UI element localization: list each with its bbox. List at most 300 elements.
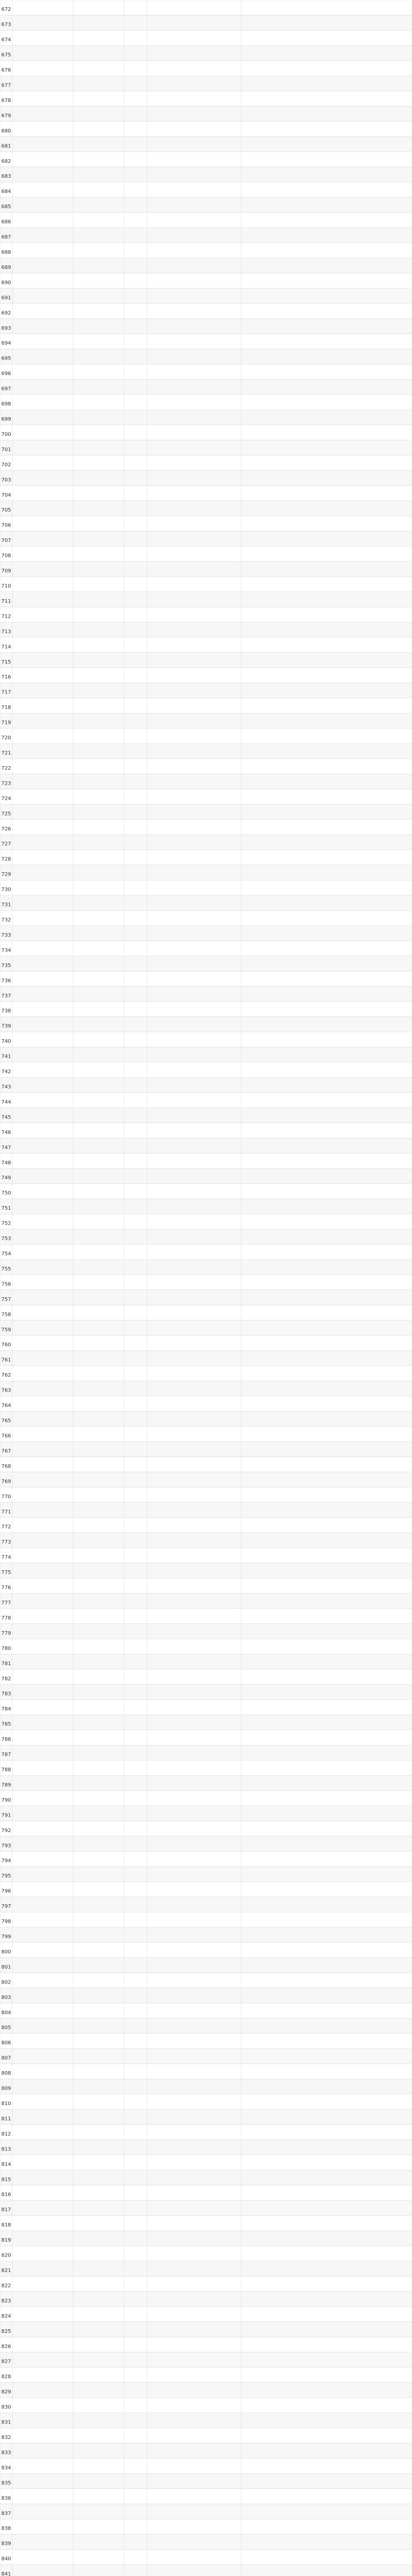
table-row [0,1730,412,1745]
table-row [0,1685,412,1700]
table-row [0,212,412,227]
row-number: 839 [1,2541,11,2547]
table-row [0,1154,412,1168]
table-row [0,1093,412,1108]
row-number: 791 [1,1812,11,1819]
table-row [0,637,412,652]
table-row [0,2307,412,2321]
row-number: 798 [1,1919,11,1925]
table-row [0,1715,412,1730]
table-row [0,865,412,880]
table-row [0,971,412,986]
row-number: 759 [1,1327,11,1333]
table-row [0,774,412,789]
table-row [0,1320,412,1335]
row-number: 777 [1,1600,11,1606]
row-number: 717 [1,689,11,696]
row-number: 819 [1,2238,11,2244]
table-row [0,1305,412,1320]
table-row [0,546,412,561]
row-number: 673 [1,22,11,28]
row-number: 756 [1,1281,11,1287]
row-number: 685 [1,204,11,210]
row-number: 674 [1,37,11,43]
row-number: 675 [1,52,11,58]
row-number: 707 [1,538,11,544]
row-number: 823 [1,2298,11,2304]
table-row [0,622,412,637]
row-number: 738 [1,1008,11,1014]
table-row [0,289,412,303]
table-row [0,1548,412,1563]
table-row [0,1912,412,1927]
table-row [0,895,412,910]
table-row [0,486,412,501]
row-number: 701 [1,447,11,453]
table-row [0,987,412,1002]
table-row [0,2549,412,2564]
row-number: 825 [1,2328,11,2334]
table-row [0,1518,412,1533]
table-row [0,1745,412,1760]
table-row [0,516,412,531]
row-number: 799 [1,1934,11,1940]
table-row [0,167,412,182]
table-row [0,1958,412,1973]
table-row [0,273,412,288]
table-row [0,850,412,865]
row-number: 806 [1,2040,11,2046]
row-number: 688 [1,249,11,256]
row-number: 834 [1,2465,11,2471]
table-row [0,1533,412,1548]
table-row [0,1472,412,1487]
table-row [0,1275,412,1290]
table-row [0,728,412,743]
row-number: 826 [1,2344,11,2350]
row-number: 780 [1,1646,11,1652]
row-number: 737 [1,993,11,999]
table-row [0,713,412,728]
row-number: 779 [1,1630,11,1636]
row-number: 725 [1,811,11,817]
table-row [0,2428,412,2443]
row-number: 822 [1,2283,11,2289]
table-row [0,592,412,607]
row-number: 815 [1,2177,11,2183]
table-row [0,804,412,819]
row-number: 811 [1,2116,11,2122]
row-number: 807 [1,2055,11,2061]
table-row [0,1366,412,1381]
row-number: 716 [1,674,11,681]
table-row [0,2019,412,2033]
row-number: 757 [1,1296,11,1302]
row-number: 712 [1,614,11,620]
table-row [0,334,412,349]
row-number: 832 [1,2435,11,2441]
table-row [0,152,412,167]
row-number: 753 [1,1236,11,1242]
table-row [0,91,412,106]
table-row [0,1108,412,1123]
table-row [0,2033,412,2048]
row-number: 841 [1,2571,11,2576]
table-row [0,1396,412,1411]
row-number: 679 [1,113,11,119]
table-row [0,1594,412,1608]
row-number: 678 [1,97,11,104]
table-row [0,653,412,668]
row-number: 740 [1,1039,11,1045]
row-number: 795 [1,1873,11,1879]
row-number: 805 [1,2025,11,2031]
row-number: 803 [1,1994,11,2001]
table-row [0,470,412,485]
table-row [0,2382,412,2397]
row-number: 800 [1,1949,11,1955]
row-number: 735 [1,962,11,969]
row-number: 786 [1,1737,11,1743]
row-number: 749 [1,1175,11,1181]
row-number: 713 [1,629,11,635]
table-row [0,197,412,212]
table-row [0,30,412,45]
table-row [0,395,412,410]
row-number: 693 [1,325,11,331]
table-row [0,410,412,425]
row-number: 840 [1,2556,11,2562]
row-number: 741 [1,1054,11,1060]
row-number: 785 [1,1721,11,1727]
row-number: 783 [1,1691,11,1697]
table-row [0,440,412,455]
table-row [0,1381,412,1396]
row-number: 722 [1,765,11,771]
row-number: 689 [1,264,11,270]
row-number: 775 [1,1570,11,1576]
row-number: 758 [1,1312,11,1318]
table-row [0,1624,412,1639]
row-number: 794 [1,1858,11,1864]
row-number: 739 [1,1023,11,1029]
table-row [0,2337,412,2352]
row-number: 745 [1,1114,11,1121]
row-number: 715 [1,659,11,665]
table-row [0,1639,412,1654]
row-number: 814 [1,2161,11,2167]
table-row [0,668,412,683]
table-row [0,2125,412,2140]
row-number: 696 [1,371,11,377]
table-row [0,2565,412,2576]
table-row [0,1973,412,1988]
table-row [0,2276,412,2291]
row-number: 812 [1,2131,11,2137]
row-number: 680 [1,128,11,134]
table-row [0,2003,412,2018]
table-row [0,349,412,364]
row-number: 789 [1,1782,11,1788]
table-row [0,1852,412,1867]
table-row [0,2170,412,2185]
table-row [0,1836,412,1851]
row-number: 708 [1,553,11,559]
row-number: 704 [1,492,11,498]
table-row [0,1062,412,1077]
row-number: 770 [1,1494,11,1500]
row-number: 768 [1,1463,11,1469]
table-row [0,1199,412,1214]
row-number: 677 [1,82,11,89]
table-row [0,1760,412,1775]
table-row [0,76,412,91]
row-number: 684 [1,189,11,195]
table-row [0,743,412,758]
table-row [0,1442,412,1456]
row-number: 744 [1,1099,11,1105]
table-row [0,2064,412,2079]
row-number: 705 [1,507,11,514]
table-row [0,1168,412,1183]
table-row [0,531,412,546]
table-row [0,2367,412,2382]
row-number: 736 [1,978,11,984]
table-row [0,2155,412,2170]
table-row [0,2489,412,2504]
row-number: 724 [1,795,11,802]
row-number: 697 [1,386,11,392]
row-number: 828 [1,2374,11,2380]
table-row [0,455,412,470]
table-row [0,2200,412,2215]
table-row [0,956,412,971]
row-number: 772 [1,1524,11,1530]
row-number: 830 [1,2404,11,2411]
row-number: 721 [1,750,11,756]
row-number: 764 [1,1403,11,1409]
row-number: 676 [1,67,11,74]
table-row [0,1244,412,1259]
table-row [0,1791,412,1806]
table-row [0,1927,412,1942]
table-row [0,683,412,698]
row-number: 690 [1,280,11,286]
table-row [0,1700,412,1715]
table-row [0,501,412,516]
table-row [0,1350,412,1365]
table-row [0,1229,412,1244]
row-number: 765 [1,1418,11,1424]
table-row [0,2246,412,2261]
row-number: 796 [1,1888,11,1894]
table-row [0,1032,412,1047]
table-row [0,61,412,76]
row-number: 734 [1,947,11,954]
table-row [0,228,412,243]
table-row [0,1942,412,1957]
row-number: 763 [1,1387,11,1394]
row-number: 804 [1,2010,11,2016]
row-number: 774 [1,1554,11,1561]
row-number: 813 [1,2146,11,2153]
table-row [0,303,412,318]
row-number: 714 [1,644,11,650]
table-row [0,2094,412,2109]
table-row [0,1427,412,1442]
table-row [0,1502,412,1517]
row-number: 817 [1,2207,11,2213]
row-number: 771 [1,1509,11,1515]
row-number: 769 [1,1479,11,1485]
row-number: 682 [1,158,11,164]
row-number: 790 [1,1797,11,1803]
table-row [0,941,412,956]
table-row [0,364,412,379]
row-number: 751 [1,1206,11,1212]
table-row [0,2261,412,2276]
table-row [0,2398,412,2413]
table-row [0,106,412,121]
row-number: 767 [1,1448,11,1454]
row-number: 743 [1,1084,11,1090]
row-number: 766 [1,1433,11,1439]
table-row [0,1183,412,1198]
row-number: 711 [1,598,11,604]
table-row [0,1214,412,1229]
table-row [0,2504,412,2519]
table-row [0,759,412,774]
row-number: 706 [1,522,11,529]
table-row [0,577,412,591]
row-number: 726 [1,826,11,832]
table-row [0,1047,412,1062]
row-number: 750 [1,1190,11,1196]
row-number: 730 [1,887,11,893]
row-number: 703 [1,477,11,483]
table-row [0,2352,412,2367]
table-row [0,258,412,273]
table-row [0,1335,412,1350]
row-number: 681 [1,143,11,149]
row-number: 787 [1,1752,11,1758]
row-number: 816 [1,2192,11,2198]
row-number: 720 [1,735,11,741]
row-number: 809 [1,2086,11,2092]
row-number: 748 [1,1160,11,1166]
table-row [0,1487,412,1502]
table-row [0,122,412,137]
row-number: 723 [1,781,11,787]
row-number: 788 [1,1767,11,1773]
row-number: 700 [1,431,11,437]
table-row [0,1290,412,1305]
table-row [0,2185,412,2200]
table-row [0,1563,412,1578]
row-number: 776 [1,1585,11,1591]
table-row [0,1867,412,1882]
table-row [0,1260,412,1275]
row-number: 732 [1,917,11,923]
row-number: 838 [1,2526,11,2532]
row-number: 837 [1,2511,11,2517]
table-row [0,1608,412,1623]
row-number: 829 [1,2389,11,2395]
table-row [0,379,412,394]
table-row [0,243,412,258]
table-row [0,698,412,713]
row-number: 710 [1,583,11,589]
row-number: 818 [1,2222,11,2228]
table-row [0,1457,412,1472]
row-number: 801 [1,1964,11,1970]
row-number: 728 [1,856,11,862]
table-row [0,1411,412,1426]
table-row [0,1654,412,1669]
row-number: 761 [1,1357,11,1363]
row-number: 836 [1,2495,11,2501]
row-number: 692 [1,310,11,316]
table-row [0,2534,412,2549]
row-number: 760 [1,1342,11,1348]
row-number: 686 [1,219,11,225]
table-row [0,137,412,151]
table-row [0,789,412,804]
row-number: 729 [1,872,11,878]
table-row [0,0,412,15]
table-row [0,2459,412,2473]
row-number: 773 [1,1539,11,1546]
table-row [0,926,412,941]
table-row [0,1806,412,1821]
row-number: 820 [1,2252,11,2259]
row-number: 719 [1,720,11,726]
row-number: 699 [1,416,11,422]
table-row [0,2109,412,2124]
row-number: 808 [1,2071,11,2077]
table-row [0,1077,412,1092]
table-row [0,2443,412,2458]
row-number: 762 [1,1372,11,1379]
table-row [0,1138,412,1153]
row-number: 821 [1,2268,11,2274]
table-row [0,1897,412,1912]
row-number: 755 [1,1266,11,1272]
row-number: 781 [1,1660,11,1667]
row-number: 754 [1,1251,11,1257]
table-row [0,1882,412,1896]
table-row [0,607,412,622]
table-row [0,835,412,850]
table-row [0,880,412,895]
row-number: 824 [1,2313,11,2319]
row-number: 672 [1,7,11,13]
row-number: 802 [1,1979,11,1986]
row-number: 792 [1,1827,11,1834]
table-row [0,562,412,577]
table-row [0,15,412,30]
table-row [0,2231,412,2246]
table-row [0,1775,412,1790]
table-row [0,2322,412,2337]
row-number: 702 [1,462,11,468]
table-row [0,425,412,440]
row-number: 733 [1,932,11,938]
row-number: 827 [1,2359,11,2365]
row-number: 687 [1,234,11,241]
table-row [0,2140,412,2155]
row-number: 782 [1,1676,11,1682]
